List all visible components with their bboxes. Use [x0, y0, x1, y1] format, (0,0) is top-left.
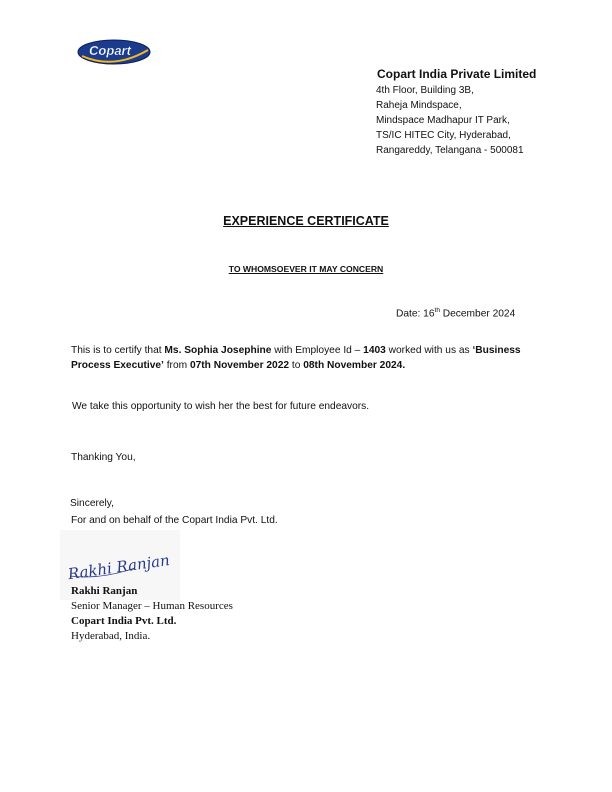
address-line-1: 4th Floor, Building 3B, — [376, 85, 474, 96]
behalf-text: For and on behalf of the Copart India Pvt. Ltd. — [71, 515, 278, 526]
employee-id: 1403 — [363, 345, 386, 356]
employee-name: Ms. Sophia Josephine — [164, 345, 272, 356]
document-subtitle: TO WHOMSOEVER IT MAY CONCERN — [228, 264, 384, 274]
signatory-location: Hyderabad, India. — [71, 630, 151, 642]
signatory-company: Copart India Pvt. Ltd. — [71, 615, 177, 627]
document-title: EXPERIENCE CERTIFICATE — [223, 214, 389, 228]
sincerely-text: Sincerely, — [70, 498, 114, 509]
end-date: 08th November 2024. — [303, 360, 406, 371]
signature-ink: Rakhi Ranjan — [66, 551, 171, 584]
logo-text: Copart — [89, 43, 131, 58]
signatory-designation: Senior Manager – Human Resources — [71, 600, 233, 612]
wish-text: We take this opportunity to wish her the best for future endeavors. — [72, 401, 370, 412]
employee-role: Process Executive’ — [71, 360, 164, 371]
address-line-3: Mindspace Madhapur IT Park, — [376, 115, 510, 126]
signatory-name: Rakhi Ranjan — [71, 585, 138, 597]
thanking-text: Thanking You, — [71, 452, 136, 463]
company-name: Copart India Private Limited — [377, 67, 537, 81]
address-line-4: TS/IC HITEC City, Hyderabad, — [376, 130, 511, 141]
certify-line-2: Process Executive’ from 07th November 2022 to 08th November 2024. — [71, 360, 406, 371]
address-line-5: Rangareddy, Telangana - 500081 — [376, 145, 524, 156]
issue-date: Date: 16th December 2024 — [396, 307, 516, 320]
start-date: 07th November 2022 — [189, 360, 290, 371]
copart-logo — [70, 36, 152, 66]
address-line-2: Raheja Mindspace, — [376, 100, 462, 111]
certify-line-1: This is to certify that Ms. Sophia Josephine with Employee Id – 1403 worked with us as ‘Business — [71, 345, 521, 356]
